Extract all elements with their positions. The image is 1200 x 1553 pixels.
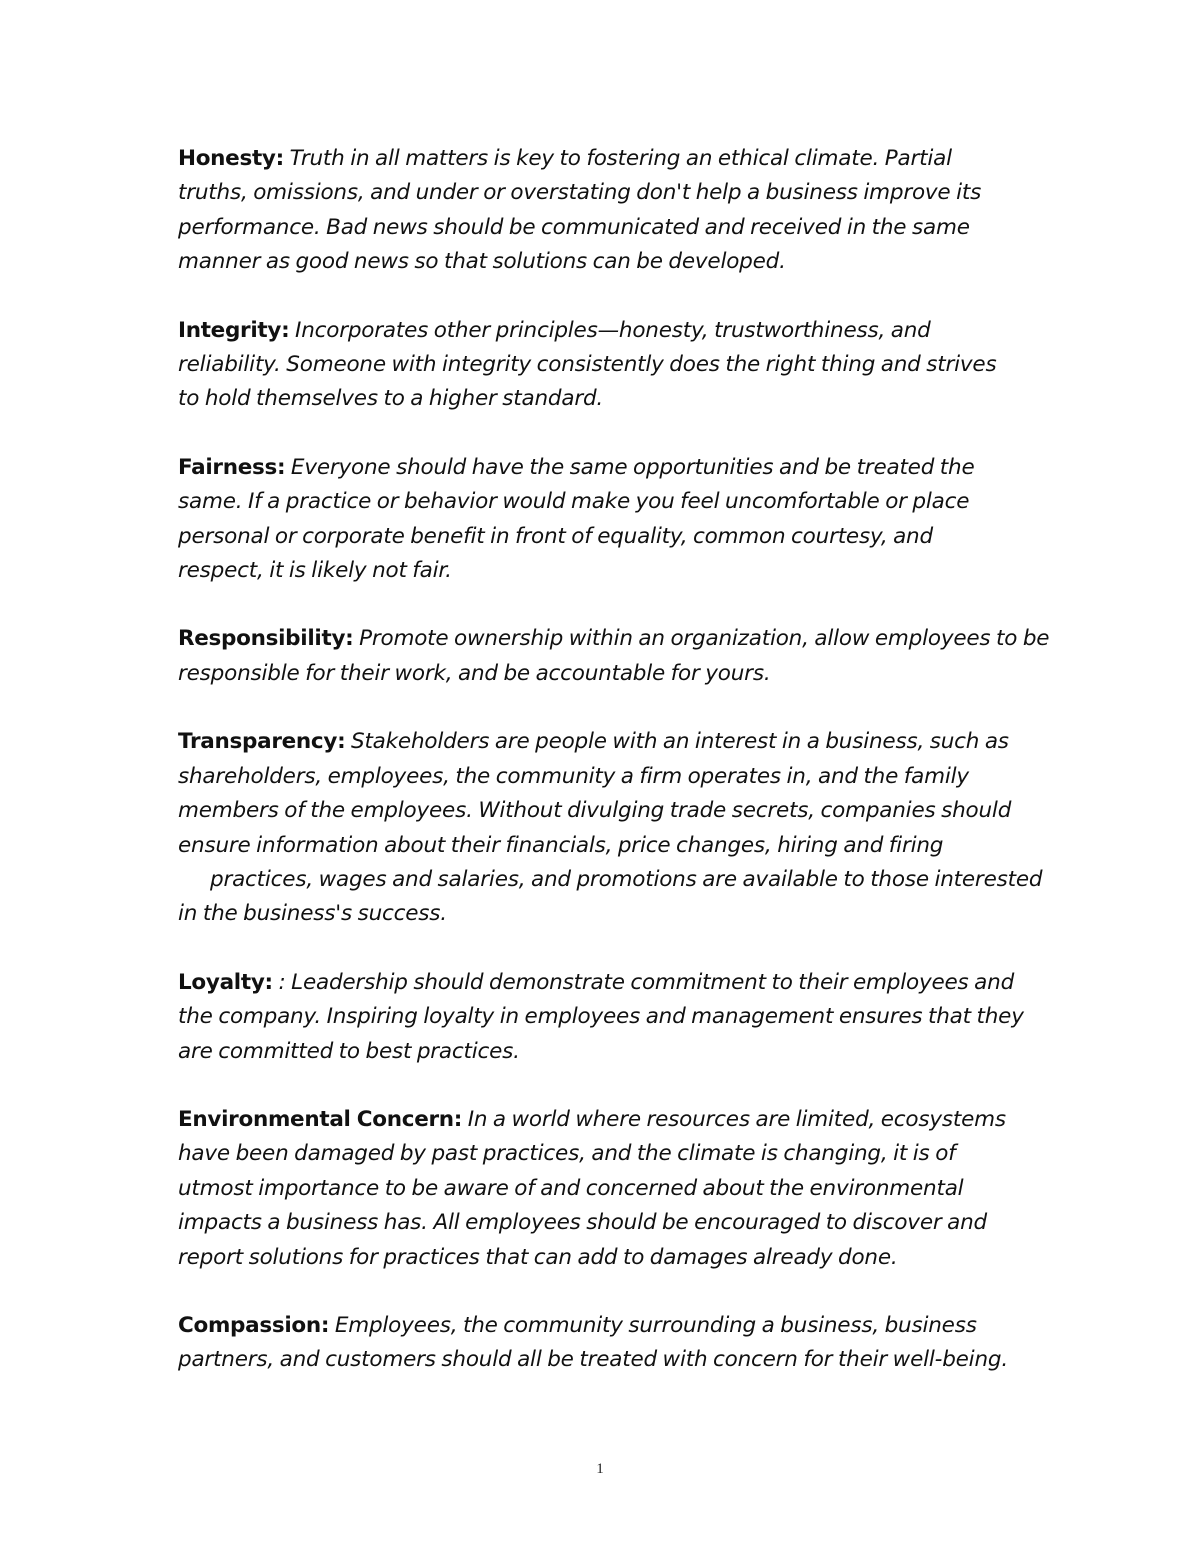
entry-responsibility <box>178 622 1058 691</box>
entry-honesty <box>178 142 1058 280</box>
entry-text-line: truths, omissions, and under or overstating don't help a business improve its <box>178 180 982 206</box>
entry-text-line: Promote ownership within an organization, allow employees to be <box>353 626 1050 652</box>
entry-text-line: respect, it is likely not fair. <box>178 558 452 584</box>
term-transparency: Transparency: <box>178 729 346 755</box>
entry-text-line: reliability. Someone with integrity consistently does the right thing and strives <box>178 352 997 378</box>
principles-list <box>178 142 1058 1412</box>
entry-text-line: in the business's success. <box>178 901 447 927</box>
entry-text-line: responsible for their work, and be accountable for yours. <box>178 660 771 686</box>
entry-fairness <box>178 451 1058 589</box>
entry-text-line: the company. Inspiring loyalty in employees and management ensures that they <box>178 1004 1024 1030</box>
term-loyalty: Loyalty: <box>178 969 273 995</box>
entry-transparency <box>178 725 1058 931</box>
entry-text-line: Stakeholders are people with an interest in a business, such as <box>345 729 1009 755</box>
entry-environmental-concern <box>178 1103 1058 1275</box>
entry-text-line: Everyone should have the same opportunities and be treated the <box>285 454 975 480</box>
entry-compassion <box>178 1309 1058 1378</box>
entry-text-line: same. If a practice or behavior would make you feel uncomfortable or place <box>178 489 970 515</box>
entry-text-line: Incorporates other principles—honesty, trustworthiness, and <box>289 317 931 343</box>
entry-integrity <box>178 314 1058 417</box>
term-integrity: Integrity: <box>178 317 290 343</box>
entry-text-line: Employees, the community surrounding a business, business <box>329 1312 977 1338</box>
entry-text-line: ensure information about their financials, price changes, hiring and firing <box>178 832 944 858</box>
term-fairness: Fairness: <box>178 454 286 480</box>
entry-loyalty <box>178 966 1058 1069</box>
entry-text-line: are committed to best practices. <box>178 1038 520 1064</box>
term-honesty: Honesty: <box>178 146 284 171</box>
entry-text-line: to hold themselves to a higher standard. <box>178 386 604 412</box>
entry-text-line: utmost importance to be aware of and concerned about the environmental <box>178 1175 964 1201</box>
entry-text-line: manner as good news so that solutions can be developed. <box>178 249 786 275</box>
entry-text-line: impacts a business has. All employees should be encouraged to discover and <box>178 1210 987 1236</box>
entry-text-line: have been damaged by past practices, and the climate is changing, it is of <box>178 1141 956 1167</box>
entry-text-line: performance. Bad news should be communicated and received in the same <box>178 214 970 240</box>
entry-text-line: Truth in all matters is key to fostering an ethical climate. Partial <box>283 146 952 171</box>
entry-text-line: In a world where resources are limited, ecosystems <box>462 1106 1006 1132</box>
entry-text-line: personal or corporate benefit in front of equality, common courtesy, and <box>178 523 933 549</box>
entry-text-line: : Leadership should demonstrate commitment to their employees and <box>272 969 1015 995</box>
page-number: 1 <box>596 1461 604 1477</box>
entry-text-line: shareholders, employees, the community a firm operates in, and the family <box>178 763 969 789</box>
term-responsibility: Responsibility: <box>178 626 354 652</box>
entry-text-line: partners, and customers should all be treated with concern for their well-being. <box>178 1347 1008 1373</box>
entry-text-line: members of the employees. Without divulging trade secrets, companies should <box>178 798 1012 824</box>
entry-text-line-indented: practices, wages and salaries, and promotions are available to those interested <box>210 866 1043 892</box>
entry-text-line: report solutions for practices that can add to damages already done. <box>178 1244 898 1270</box>
term-compassion: Compassion: <box>178 1312 330 1338</box>
term-environmental-concern: Environmental Concern: <box>178 1106 463 1132</box>
